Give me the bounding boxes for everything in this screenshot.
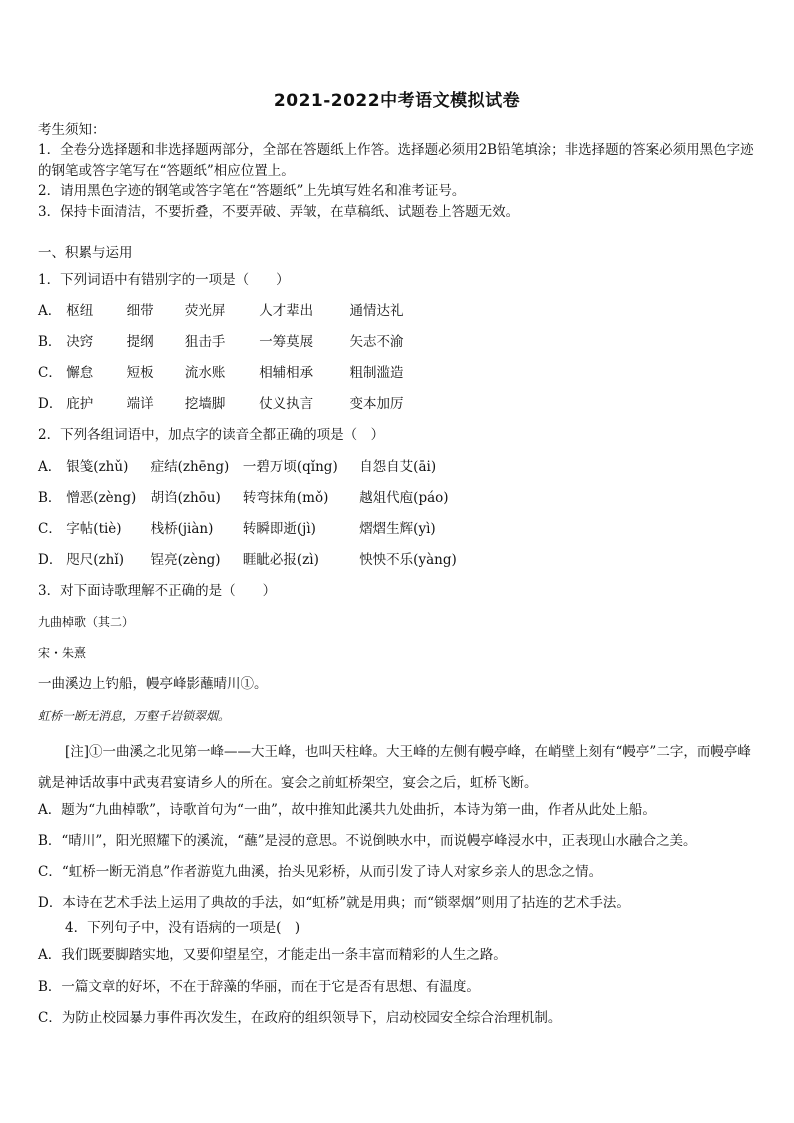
- q4-option-b: B．一篇文章的好坏，不在于辞藻的华丽，而在于它是否有思想、有温度。: [38, 979, 480, 995]
- q3-option-a: A．题为“九曲棹歌”，诗歌首句为“一曲”，故中推知此溪共九处曲折，本诗为第一曲，作者从此处上船。: [38, 802, 656, 818]
- q1-option-c: C． 懈怠 短板 流水账 相辅相承 粗制滥造: [38, 365, 404, 381]
- q1-option-a: A． 枢纽 细带 荧光屏 人才辈出 通情达礼: [38, 303, 404, 319]
- q4-option-a: A．我们既要脚踏实地，又要仰望星空，才能走出一条丰富而精彩的人生之路。: [38, 947, 507, 963]
- q1-stem: 1．下列词语中有错别字的一项是（ ）: [38, 272, 290, 288]
- poem-line-2: 虹桥一断无消息，万壑千岩锁翠烟。: [38, 709, 231, 723]
- page-title: 2021-2022中考语文模拟试卷: [273, 91, 521, 111]
- q2-stem: 2．下列各组词语中，加点字的读音全都正确的项是（ ）: [38, 427, 385, 443]
- q2-option-c: C． 字帖(tiè) 栈桥(jiàn) 转瞬即逝(jì) 熠熠生辉(yì): [38, 521, 436, 537]
- notice-item-2: 2．请用黑色字迹的钢笔或答字笔在“答题纸”上先填写姓名和准考证号。: [38, 183, 466, 199]
- q2-option-b: B． 憎恶(zèng) 胡诌(zhōu) 转弯抹角(mǒ) 越俎代庖(páo): [38, 490, 449, 506]
- q1-option-d: D． 庇护 端详 挖墙脚 仗义执言 变本加厉: [38, 396, 404, 412]
- section-heading: 一、积累与运用: [38, 245, 133, 261]
- notice-heading: 考生须知：: [38, 122, 106, 138]
- q2-option-d: D． 咫尺(zhǐ) 锃亮(zèng) 睚眦必报(zì) 怏怏不乐(yàng): [38, 552, 457, 568]
- notice-item-1: 1．全卷分选择题和非选择题两部分，全部在答题纸上作答。选择题必须用2B铅笔填涂；非选择题的答案必须用黑色字迹的钢笔或答字笔写在“答题纸”相应位置上。: [38, 142, 754, 179]
- q3-option-b: B．“晴川”，阳光照耀下的溪流，“蘸”是浸的意思。不说倒映水中，而说幔亭峰浸水中，正表现山水融合之美。: [38, 833, 697, 849]
- q4-stem: 4．下列句子中，没有语病的一项是( ): [65, 920, 301, 936]
- q4-option-c: C．为防止校园暴力事件再次发生，在政府的组织领导下，启动校园安全综合治理机制。: [38, 1010, 562, 1026]
- poem-line-1: 一曲溪边上钓船，幔亭峰影蘸晴川①。: [38, 676, 268, 692]
- poem-note: [注]①一曲溪之北见第一峰——大王峰，也叫天柱峰。大王峰的左侧有幔亭峰，在峭壁上刻有“幔亭”二字，而幔亭峰就是神话故事中武夷君宴请乡人的所在。宴会之前虹桥架空，宴会之后，虹桥飞断。: [38, 744, 751, 791]
- notice-item-3: 3．保持卡面清洁，不要折叠，不要弄破、弄皱，在草稿纸、试题卷上答题无效。: [38, 204, 520, 220]
- q3-option-d: D．本诗在艺术手法上运用了典故的手法，如“虹桥”就是用典；而“锁翠烟”则用了拈连的艺术手法。: [38, 895, 630, 911]
- q3-option-c: C．“虹桥一断无消息”作者游览九曲溪，抬头见彩桥，从而引发了诗人对家乡亲人的思念之情。: [38, 864, 603, 880]
- poem-title: 九曲棹歌（其二）: [38, 615, 135, 629]
- q3-stem: 3．对下面诗歌理解不正确的是（ ）: [38, 583, 277, 599]
- poem-author: 宋・朱熹: [38, 646, 87, 660]
- q1-option-b: B． 决窍 提纲 狙击手 一筹莫展 矢志不渝: [38, 334, 404, 350]
- q2-option-a: A． 银笺(zhǔ) 症结(zhēng) 一碧万顷(qǐng) 自怨自艾(āi): [38, 459, 437, 475]
